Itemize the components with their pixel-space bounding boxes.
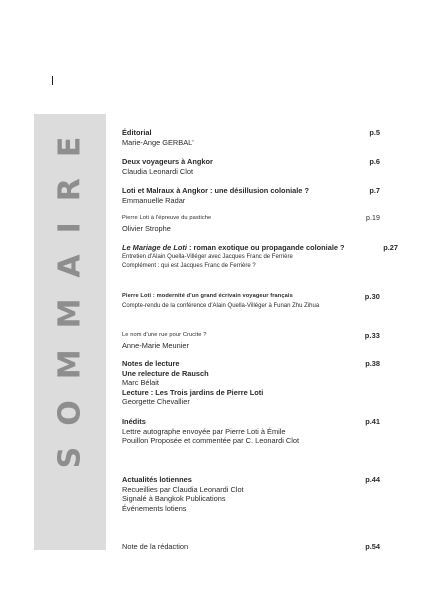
entry-title: Le nom d'une rue pour Crucite ? (122, 332, 207, 338)
entry-page: p.19 (365, 215, 380, 222)
page-title: SOMMAIRE (52, 115, 88, 469)
toc-entry-deux-voyageurs[interactable] (122, 157, 384, 176)
entry-heading (122, 542, 384, 552)
entry-author: Olivier Strophe (122, 223, 171, 233)
entry-author: Georgette Chevallier (122, 397, 190, 407)
toc-entry-modernite[interactable] (122, 292, 384, 311)
entry-title: Pierre Loti : modernité d'un grand écrivain voyageur français (122, 293, 293, 299)
entry-heading (122, 417, 384, 427)
entry-title: Actualités lotiennes (122, 475, 192, 484)
toc-entry-loti-malraux[interactable] (122, 186, 384, 205)
toc-entry-actualites[interactable] (122, 475, 384, 513)
entry-title: Inédits (122, 417, 146, 426)
toc-entry-nom-dune-rue[interactable] (122, 331, 384, 350)
entry-author: Claudia Leonardi Clot (122, 166, 194, 176)
entry-subheading: Lecture : Les Trois jardins de Pierre Loti (122, 387, 264, 397)
toc-entry-notes-de-lecture[interactable] (122, 359, 384, 407)
entry-page: p.6 (369, 157, 380, 166)
entry-heading (122, 292, 384, 302)
entry-page: p.30 (364, 292, 380, 301)
entry-author: Marie-Ange GERBAL' (122, 137, 194, 147)
entry-heading (122, 359, 384, 369)
entry-page: p.5 (369, 128, 380, 137)
entry-title: Notes de lecture (122, 359, 180, 368)
entry-author: Emmanuelle Radar (122, 195, 186, 205)
entry-title: Loti et Malraux à Angkor : une désillusion coloniale ? (122, 186, 309, 195)
entry-author: Lettre autographe envoyée par Pierre Loti à Émile Pouillon Proposée et commentée par C. Leonardi Clot (122, 426, 300, 446)
toc-entry-pastiche[interactable] (122, 214, 384, 233)
entry-author: Marc Bélait (122, 378, 159, 388)
entry-page: p.38 (365, 359, 380, 368)
entry-subheading: Une relecture de Rausch (122, 368, 209, 378)
toc-entry-note-redaction[interactable] (122, 542, 384, 552)
entry-page: p.54 (365, 542, 380, 551)
entry-heading (122, 214, 384, 224)
entry-title-italic: Le Mariage de Loti (122, 243, 187, 252)
entry-author: Anne-Marie Meunier (122, 340, 189, 350)
entry-title: Deux voyageurs à Angkor (122, 157, 213, 166)
entry-page: p.41 (365, 417, 380, 426)
entry-author: Entretien d'Alain Quella-Villéger avec Jacques Franc de Ferrière Complément : qui est Jacques Franc de Ferrière ? (122, 253, 293, 270)
entry-page: p.7 (369, 186, 380, 195)
entry-title: : roman exotique ou propagande coloniale ? (186, 243, 345, 252)
entry-title: Pierre Loti à l'épreuve du pastiche (122, 215, 212, 221)
entry-page: p.27 (383, 243, 398, 252)
entry-heading (122, 331, 384, 341)
toc-entry-editorial[interactable] (122, 128, 384, 147)
entry-page: p.33 (364, 331, 380, 340)
toc-entry-inedits[interactable] (122, 417, 384, 446)
entry-title: Éditorial (122, 128, 152, 137)
entry-heading (122, 243, 398, 253)
toc-entry-mariage-de-loti[interactable] (122, 243, 398, 272)
entry-heading (122, 128, 384, 138)
entry-heading (122, 157, 384, 167)
entry-author: Compte-rendu de la conférence d'Alain Quella-Villéger à Funan Zhu Zihua (122, 302, 320, 309)
entry-heading (122, 186, 384, 196)
entry-title: Note de la rédaction (122, 542, 189, 551)
entry-page: p.44 (365, 475, 380, 484)
entry-author: Recueillies par Claudia Leonardi Clot Signalé à Bangkok Publications Événements lotiens (122, 484, 244, 513)
entry-heading (122, 475, 384, 485)
